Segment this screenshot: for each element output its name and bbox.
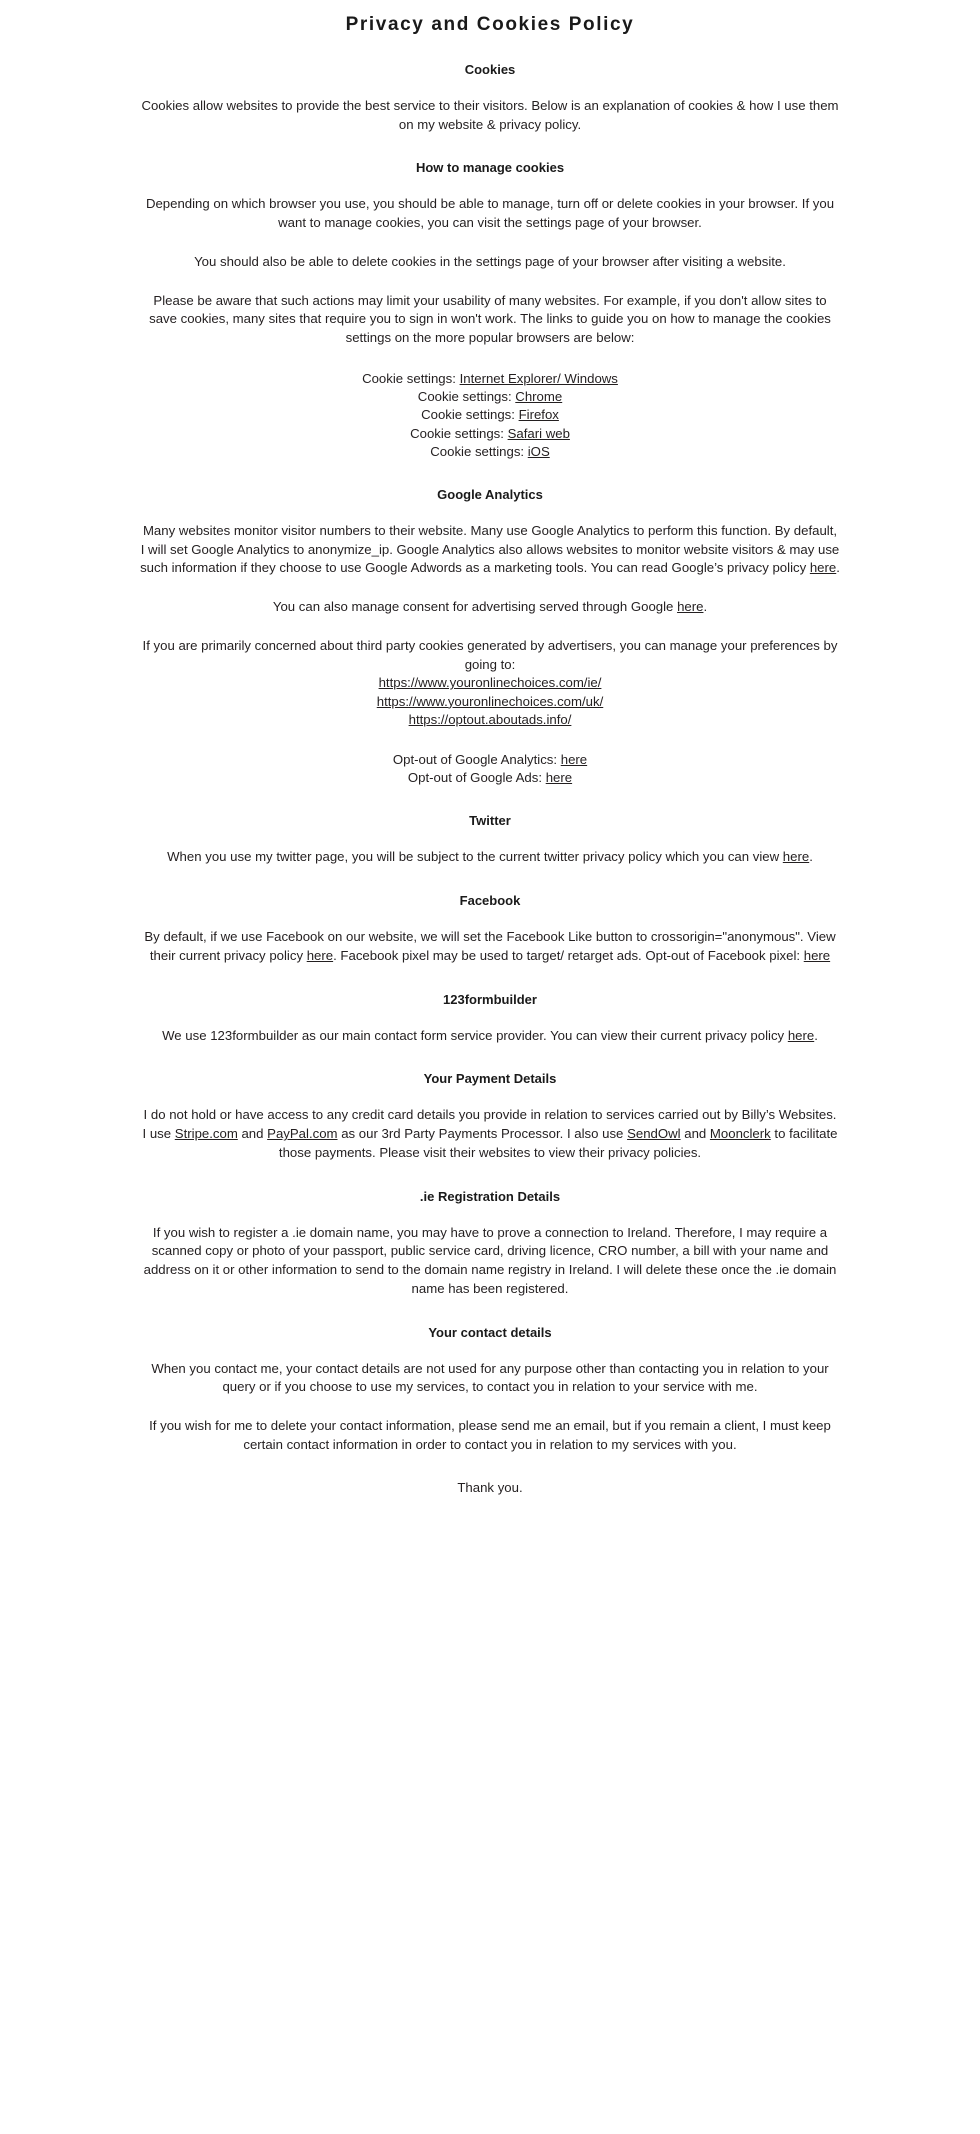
manage-cookies-paragraph-3: Please be aware that such actions may limit your usability of many websites. For example, if you don't allow sites to save cookies, many sites that require you to sign in won't work. The links to guide you on how to manage the cookies settings on the more popular browsers are below: (149, 292, 831, 346)
facebook-pixel-optout-link[interactable]: here (803, 947, 831, 963)
section-heading-123formbuilder: 123formbuilder (443, 991, 537, 1007)
youronlinechoices-uk-link[interactable]: https://www.youronlinechoices.com/uk/ (376, 693, 604, 709)
cookie-settings-label-safari: Cookie settings: (410, 425, 504, 441)
cookies-intro-paragraph: Cookies allow websites to provide the best service to their visitors. Below is an explanation of cookies & how I use them on my website & privacy policy. (141, 98, 839, 132)
twitter-paragraph-text: When you use my twitter page, you will be subject to the current twitter privacy policy which you can view (167, 849, 783, 865)
formbuilder-paragraph (140, 1027, 840, 1046)
cookie-settings-label-firefox: Cookie settings: (421, 407, 515, 423)
page-bottom-whitespace (0, 1495, 980, 1855)
cookie-settings-link-list (140, 370, 840, 461)
list-item (140, 388, 840, 406)
cookie-settings-link-firefox[interactable]: Firefox (518, 407, 559, 423)
google-privacy-policy-link[interactable]: here (809, 560, 837, 576)
section-heading-manage-cookies: How to manage cookies (415, 160, 565, 176)
ie-registration-paragraph: If you wish to register a .ie domain name, you may have to prove a connection to Ireland. Therefore, I may require a scanned copy or photo of your passport, public service card, driving licence, CRO number, a bill with your name and address on it or other information to send to the domain name registry in Ireland. I will delete these once the .ie domain name has been registered. (143, 1224, 837, 1296)
ga-paragraph-2-tail: . (703, 599, 708, 615)
payment-text-part-4: and (680, 1126, 710, 1142)
google-analytics-paragraph-2 (140, 598, 840, 617)
ga-paragraph-1-text: Many websites monitor visitor numbers to their website. Many use Google Analytics to perform this function. By default, I will set Google Analytics to anonymize_ip. Google Analytics also allows websites to monitor website visitors & may use such information if they choose to use Google Adwords as a marketing tools. You can read Google’s privacy policy (140, 522, 840, 576)
ga-paragraph-2-text: You can also manage consent for advertising served through Google (272, 599, 678, 615)
youronlinechoices-ie-link[interactable]: https://www.youronlinechoices.com/ie/ (378, 675, 602, 691)
payment-text-part-3: as our 3rd Party Payments Processor. I also use (337, 1126, 628, 1142)
optout-google-analytics-link[interactable]: here (560, 752, 588, 768)
section-heading-payment-details: Your Payment Details (423, 1071, 557, 1087)
section-heading-cookies: Cookies (464, 62, 516, 77)
cookie-settings-link-ios[interactable]: iOS (527, 443, 550, 459)
stripe-link[interactable]: Stripe.com (174, 1126, 238, 1142)
third-party-cookies-paragraph: If you are primarily concerned about third party cookies generated by advertisers, you can manage your preferences by going to: (142, 637, 838, 672)
list-item (377, 694, 604, 709)
cookie-settings-label-ie: Cookie settings: (362, 370, 456, 386)
section-heading-facebook: Facebook (459, 893, 521, 909)
google-ad-consent-link[interactable]: here (677, 599, 704, 615)
optout-google-ads-link[interactable]: here (545, 770, 573, 786)
list-item (140, 425, 840, 443)
optout-ads-label: Opt-out of Google Ads: (407, 770, 546, 786)
ga-paragraph-1-tail: . (836, 560, 840, 576)
cookie-settings-link-safari-web[interactable]: Safari web (507, 425, 570, 441)
page-title: Privacy and Cookies Policy (345, 14, 635, 35)
google-optout-list (140, 751, 840, 787)
payment-text-part-5: to facilitate those payments. Please visit their websites to view their privacy policies. (278, 1126, 838, 1160)
cookie-settings-link-internet-explorer[interactable]: Internet Explorer/ Windows (459, 370, 618, 386)
moonclerk-link[interactable]: Moonclerk (709, 1126, 771, 1142)
twitter-paragraph (140, 848, 840, 867)
advertiser-preference-url-list (140, 674, 840, 729)
list-item (140, 443, 840, 461)
cookie-settings-label-ios: Cookie settings: (430, 443, 525, 459)
formbuilder-paragraph-text: We use 123formbuilder as our main contact form service provider. You can view their current privacy policy (162, 1027, 788, 1043)
section-heading-google-analytics: Google Analytics (437, 486, 543, 502)
facebook-paragraph-part-2: . Facebook pixel may be used to target/ retarget ads. Opt-out of Facebook pixel: (333, 947, 804, 963)
optout-aboutads-link[interactable]: https://optout.aboutads.info/ (408, 711, 572, 727)
twitter-privacy-policy-link[interactable]: here (782, 849, 810, 865)
list-item (408, 770, 572, 785)
facebook-privacy-policy-link[interactable]: here (306, 947, 334, 963)
section-heading-ie-registration: .ie Registration Details (419, 1188, 561, 1204)
privacy-policy-document (0, 14, 980, 1855)
facebook-paragraph-part-1: By default, if we use Facebook on our website, we will set the Facebook Like button to crossorigin="anonymous". View their current privacy policy (144, 929, 836, 963)
payment-text-part-2: and (237, 1126, 268, 1142)
cookie-settings-link-chrome[interactable]: Chrome (515, 389, 563, 405)
google-analytics-paragraph-1 (140, 522, 840, 578)
sendowl-link[interactable]: SendOwl (627, 1126, 681, 1142)
list-item (379, 675, 602, 690)
list-item (140, 406, 840, 424)
manage-cookies-paragraph-2: You should also be able to delete cookies in the settings page of your browser after visiting a website. (194, 253, 786, 269)
closing-thank-you: Thank you. (457, 1480, 523, 1496)
payment-details-paragraph (140, 1106, 840, 1162)
contact-details-paragraph-1: When you contact me, your contact details are not used for any purpose other than contacting you in relation to your query or if you choose to use my services, to contact you in relation to your service with me. (151, 1360, 829, 1395)
manage-cookies-paragraph-1: Depending on which browser you use, you should be able to manage, turn off or delete cookies in your browser. If you want to manage cookies, you can visit the settings page of your browser. (145, 196, 835, 231)
paypal-link[interactable]: PayPal.com (267, 1126, 338, 1142)
payment-text-part-1: I do not hold or have access to any credit card details you provide in relation to services carried out by Billy’s Websites. I use (142, 1107, 837, 1142)
optout-analytics-label: Opt-out of Google Analytics: (392, 752, 561, 768)
list-item (140, 370, 840, 388)
section-heading-twitter: Twitter (469, 813, 511, 829)
contact-details-paragraph-2: If you wish for me to delete your contact information, please send me an email, but if you remain a client, I must keep certain contact information in order to contact you in relation to my services with you. (149, 1418, 831, 1452)
list-item (393, 752, 587, 767)
formbuilder-privacy-policy-link[interactable]: here (787, 1027, 815, 1043)
facebook-paragraph (140, 928, 840, 965)
twitter-paragraph-tail: . (809, 849, 813, 865)
section-heading-contact-details: Your contact details (428, 1324, 552, 1340)
cookie-settings-label-chrome: Cookie settings: (417, 389, 512, 405)
list-item (409, 712, 572, 727)
formbuilder-paragraph-tail: . (814, 1027, 818, 1043)
